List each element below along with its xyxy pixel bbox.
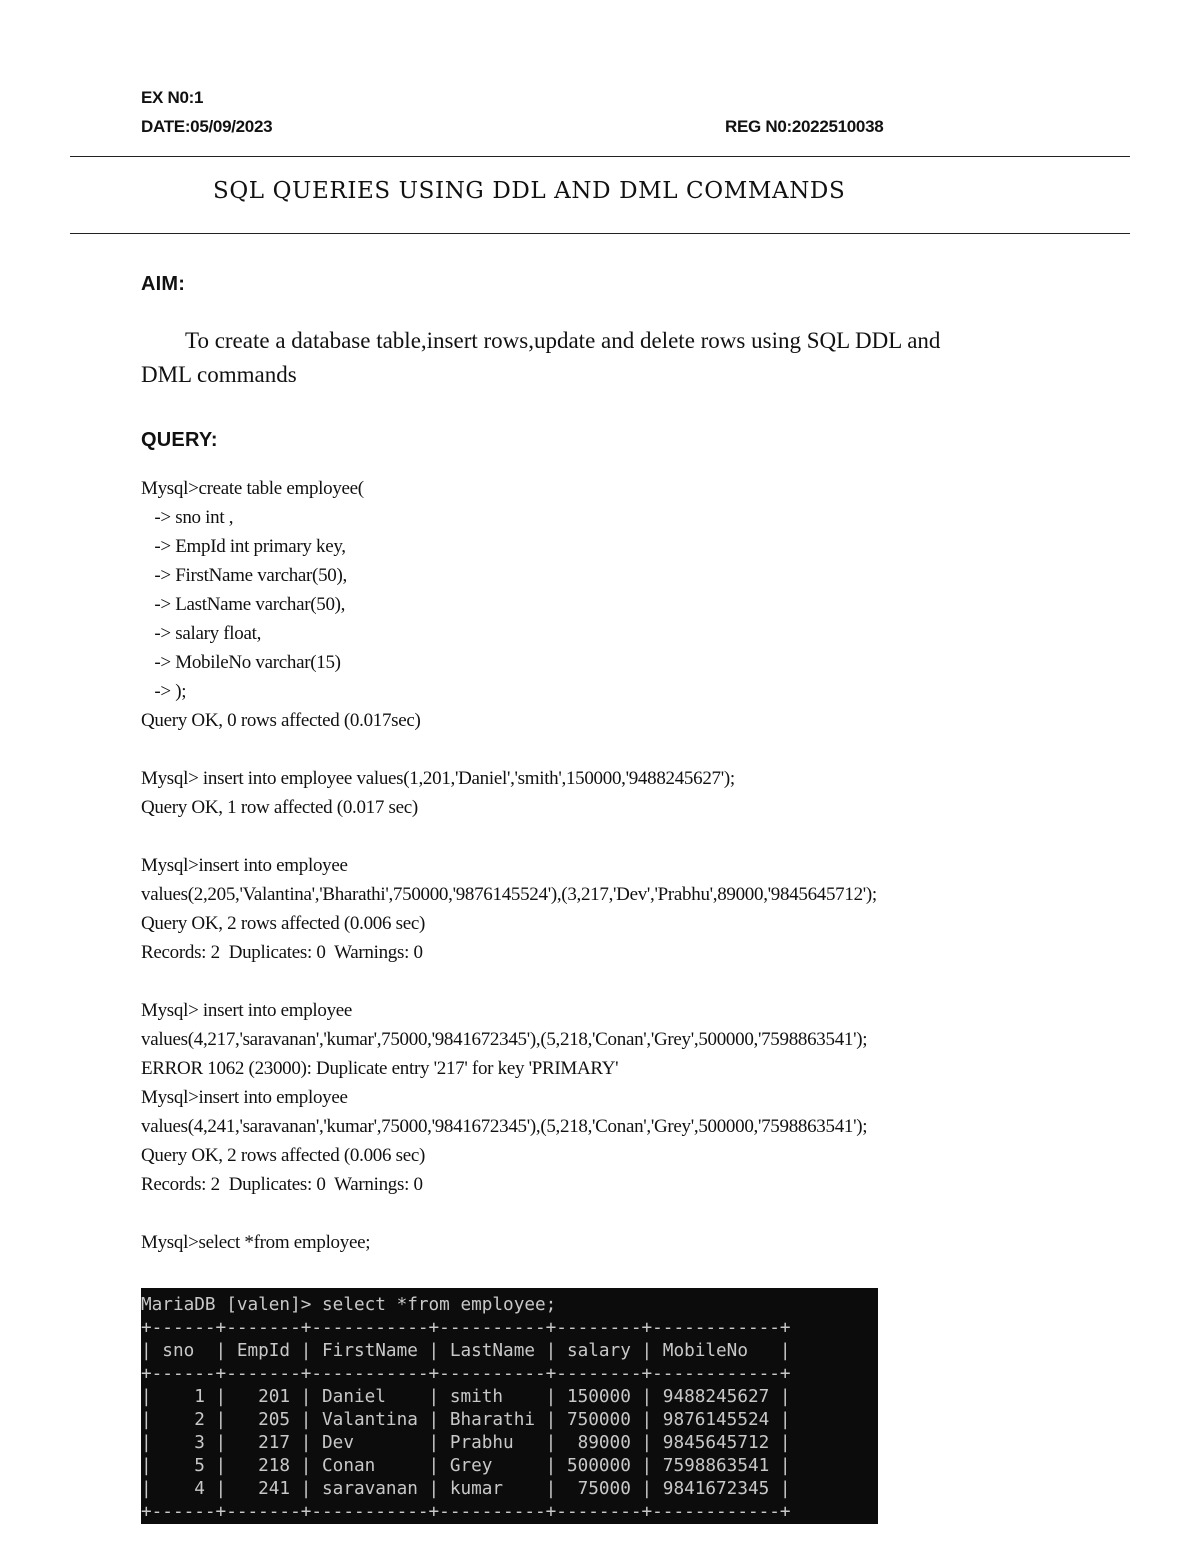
table-header-row: | sno | EmpId | FirstName | LastName | salary | MobileNo | (141, 1341, 791, 1361)
query-line: -> ); (141, 681, 187, 702)
query-line: -> MobileNo varchar(15) (141, 652, 341, 673)
query-line: -> EmpId int primary key, (141, 536, 346, 557)
query-line: Records: 2 Duplicates: 0 Warnings: 0 (141, 1174, 423, 1195)
query-line: values(4,241,'saravanan','kumar',75000,'9841672345'),(5,218,'Conan','Grey',500000,'7598863541'); (141, 1116, 868, 1137)
query-line: Mysql>create table employee( (141, 478, 364, 499)
date-label: DATE:05/09/2023 (141, 117, 273, 136)
query-line (141, 967, 877, 996)
query-line: values(4,217,'saravanan','kumar',75000,'9841672345'),(5,218,'Conan','Grey',500000,'7598863541'); (141, 1029, 868, 1050)
table-border: +------+-------+-----------+----------+--------+------------+ (141, 1364, 791, 1384)
terminal-prompt-line: MariaDB [valen]> select *from employee; (141, 1295, 557, 1315)
query-line: Records: 2 Duplicates: 0 Warnings: 0 (141, 942, 423, 963)
query-line (141, 1199, 877, 1228)
query-line: -> LastName varchar(50), (141, 594, 346, 615)
terminal-output (141, 1294, 791, 1524)
query-line: Query OK, 2 rows affected (0.006 sec) (141, 1145, 426, 1166)
query-line: Mysql> insert into employee values(1,201,'Daniel','smith',150000,'9488245627'); (141, 768, 735, 789)
table-row: | 4 | 241 | saravanan | kumar | 75000 | 9841672345 | (141, 1479, 791, 1499)
table-border: +------+-------+-----------+----------+--------+------------+ (141, 1318, 791, 1338)
query-heading: QUERY: (141, 429, 218, 451)
query-line: Mysql>insert into employee (141, 855, 348, 876)
query-line: Query OK, 0 rows affected (0.017sec) (141, 710, 421, 731)
aim-heading: AIM: (141, 273, 186, 295)
query-line: -> sno int , (141, 507, 234, 528)
query-listing (141, 474, 877, 1257)
query-line: Mysql>select *from employee; (141, 1232, 371, 1253)
query-line: Mysql> insert into employee (141, 1000, 353, 1021)
query-line (141, 822, 877, 851)
table-border: +------+-------+-----------+----------+--------+------------+ (141, 1502, 791, 1522)
query-line: -> FirstName varchar(50), (141, 565, 347, 586)
top-divider (70, 156, 1130, 157)
table-row: | 3 | 217 | Dev | Prabhu | 89000 | 9845645712 | (141, 1433, 791, 1453)
query-line: values(2,205,'Valantina','Bharathi',750000,'9876145524'),(3,217,'Dev','Prabhu',89000,'9845645712'); (141, 884, 877, 905)
bottom-divider (70, 233, 1130, 234)
query-line: Mysql>insert into employee (141, 1087, 348, 1108)
query-line (141, 735, 877, 764)
terminal-screenshot (141, 1288, 878, 1524)
registration-number: REG N0:2022510038 (725, 117, 884, 136)
query-line: -> salary float, (141, 623, 262, 644)
table-row: | 2 | 205 | Valantina | Bharathi | 750000 | 9876145524 | (141, 1410, 791, 1430)
aim-text-line-2: DML commands (141, 362, 297, 387)
table-row: | 1 | 201 | Daniel | smith | 150000 | 9488245627 | (141, 1387, 791, 1407)
aim-text-line-1: To create a database table,insert rows,update and delete rows using SQL DDL and (185, 328, 941, 353)
page-title: SQL QUERIES USING DDL AND DML COMMANDS (213, 178, 846, 204)
query-line: Query OK, 2 rows affected (0.006 sec) (141, 913, 426, 934)
query-line: ERROR 1062 (23000): Duplicate entry '217' for key 'PRIMARY' (141, 1058, 619, 1079)
query-line: Query OK, 1 row affected (0.017 sec) (141, 797, 418, 818)
exercise-number: EX N0:1 (141, 88, 204, 107)
table-row: | 5 | 218 | Conan | Grey | 500000 | 7598863541 | (141, 1456, 791, 1476)
aim-paragraph (141, 324, 1101, 392)
